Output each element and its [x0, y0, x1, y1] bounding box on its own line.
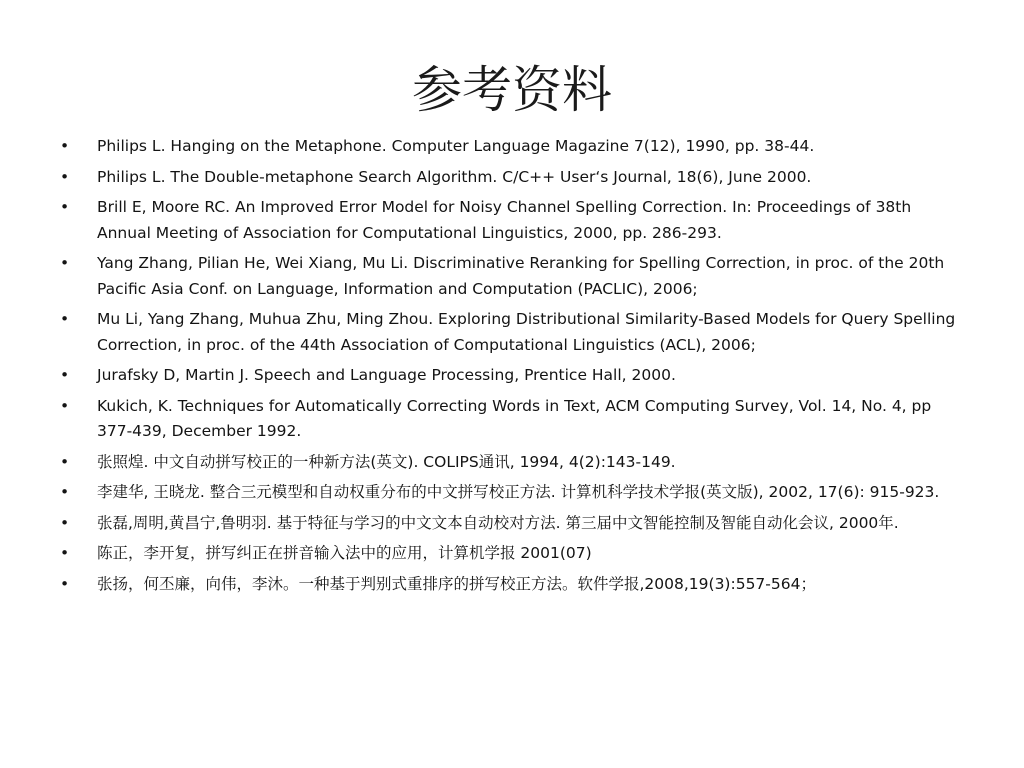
reference-text: Philips L. Hanging on the Metaphone. Computer Language Magazine 7(12), 1990, pp. 38-44. [97, 137, 815, 155]
reference-text: Brill E, Moore RC. An Improved Error Model for Noisy Channel Spelling Correction. In: Proceedings of 38th Annual Meeting of Association for Computational Linguistics, 2000, pp. 286-293. [97, 198, 912, 242]
reference-item [60, 572, 965, 598]
reference-text: 张磊,周明,黄昌宁,鲁明羽. 基于特征与学习的中文文本自动校对方法. 第三届中文智能控制及智能自动化会议, 2000年. [97, 513, 899, 532]
bullet-icon: • [60, 167, 70, 186]
reference-text: 张照煌. 中文自动拼写校正的一种新方法(英文). COLIPS通讯, 1994, 4(2):143-149. [97, 452, 676, 471]
reference-item [60, 541, 965, 567]
bullet-icon: • [60, 513, 70, 532]
reference-text: Kukich, K. Techniques for Automatically Correcting Words in Text, ACM Computing Survey, Vol. 14, No. 4, pp 377-439, December 1992. [97, 396, 932, 440]
reference-item [60, 450, 965, 476]
slide-title: 参考资料 [412, 61, 612, 119]
reference-item [60, 480, 965, 506]
bullet-icon: • [60, 137, 70, 155]
bullet-icon: • [60, 452, 70, 471]
reference-item [60, 394, 965, 445]
bullet-icon: • [60, 310, 70, 328]
reference-text: 李建华, 王晓龙. 整合三元模型和自动权重分布的中文拼写校正方法. 计算机科学技术学报(英文版), 2002, 17(6): 915-923. [97, 483, 940, 501]
reference-list [60, 134, 965, 602]
reference-item [60, 251, 965, 302]
reference-text: Jurafsky D, Martin J. Speech and Language Processing, Prentice Hall, 2000. [97, 366, 676, 384]
reference-item [60, 363, 965, 389]
reference-item [60, 307, 965, 358]
bullet-icon: • [60, 574, 70, 593]
bullet-icon: • [60, 396, 70, 415]
reference-text: Yang Zhang, Pilian He, Wei Xiang, Mu Li. Discriminative Reranking for Spelling Correction, in proc. of the 20th Pacific Asia Conf. on Language, Information and Computation (PACLIC), 2006; [97, 254, 945, 298]
reference-text: Mu Li, Yang Zhang, Muhua Zhu, Ming Zhou. Exploring Distributional Similarity-Based Models for Query Spelling Correction, in proc. of the 44th Association of Computational Linguistics (ACL), 2006; [97, 310, 956, 354]
reference-item [60, 134, 965, 160]
reference-item [60, 511, 965, 537]
reference-text: 陈正，李开复，拼写纠正在拼音输入法中的应用，计算机学报 2001(07) [97, 544, 592, 562]
reference-text: Philips L. The Double-metaphone Search Algorithm. C/C++ User‘s Journal, 18(6), June 2000. [97, 167, 812, 186]
reference-item [60, 195, 965, 246]
bullet-icon: • [60, 198, 70, 216]
bullet-icon: • [60, 483, 70, 501]
bullet-icon: • [60, 366, 70, 384]
reference-text: 张扬，何丕廉，向伟，李沐。一种基于判别式重排序的拼写校正方法。软件学报,2008,19(3):557-564； [97, 574, 816, 593]
bullet-icon: • [60, 544, 70, 562]
bullet-icon: • [60, 254, 70, 272]
reference-item [60, 165, 965, 191]
